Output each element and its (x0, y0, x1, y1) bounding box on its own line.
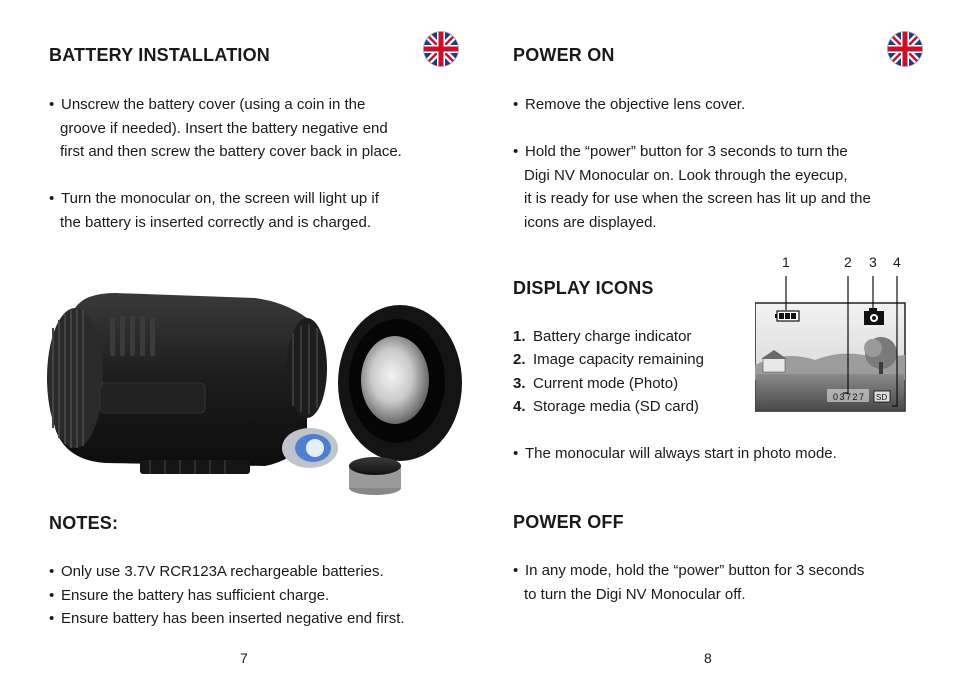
display-icons-heading: DISPLAY ICONS (513, 278, 654, 298)
battery-installation-heading: BATTERY INSTALLATION (49, 45, 270, 65)
power-off-heading: POWER OFF (513, 512, 624, 532)
list-item: 3. Current mode (Photo) (513, 374, 679, 392)
photo-mode-note: • The monocular will always start in photo mode. (513, 445, 837, 462)
uk-flag-icon (887, 31, 923, 67)
display-screen-diagram (755, 270, 907, 412)
display-icons-list (513, 325, 704, 418)
callout-label-4: 4 (893, 254, 901, 270)
monocular-image (45, 288, 465, 503)
callout-label-2: 2 (844, 254, 852, 270)
power-on-bullet-2: • Hold the “power” button for 3 seconds to turn the Digi NV Monocular on. Look through the eyecup, it is ready for use when the screen has lit up and the icons are displayed. (513, 143, 871, 231)
list-item: • Only use 3.7V RCR123A rechargeable batteries. (49, 563, 384, 580)
page-number-right: 8 (704, 650, 712, 666)
callout-label-1: 1 (782, 254, 790, 270)
callout-label-3: 3 (869, 254, 877, 270)
power-on-bullet-1: • Remove the objective lens cover. (513, 96, 746, 113)
battery-bullet-2: • Turn the monocular on, the screen will light up if the battery is inserted correctly and is charged. (49, 190, 379, 231)
notes-list (49, 560, 469, 631)
list-item: 1. Battery charge indicator (513, 328, 692, 345)
image-capacity-counter: 03727 (833, 392, 866, 402)
list-item: • Ensure the battery has sufficient charge. (49, 586, 330, 604)
list-item: 2. Image capacity remaining (513, 351, 704, 369)
battery-indicator-icon (775, 311, 799, 321)
page-number-left: 7 (240, 650, 248, 666)
sd-card-icon: SD (876, 393, 888, 402)
list-item: 4. Storage media (SD card) (513, 397, 699, 415)
uk-flag-icon (423, 31, 459, 67)
list-item: • Ensure battery has been inserted negative end first. (49, 610, 405, 627)
power-off-bullet: • In any mode, hold the “power” button for 3 seconds to turn the Digi NV Monocular off. (513, 562, 865, 603)
battery-bullet-1: • Unscrew the battery cover (using a coin in the groove if needed). Insert the battery negative end first and then screw the battery cover back in place. (49, 96, 402, 160)
power-on-heading: POWER ON (513, 45, 615, 65)
notes-heading: NOTES: (49, 513, 119, 533)
